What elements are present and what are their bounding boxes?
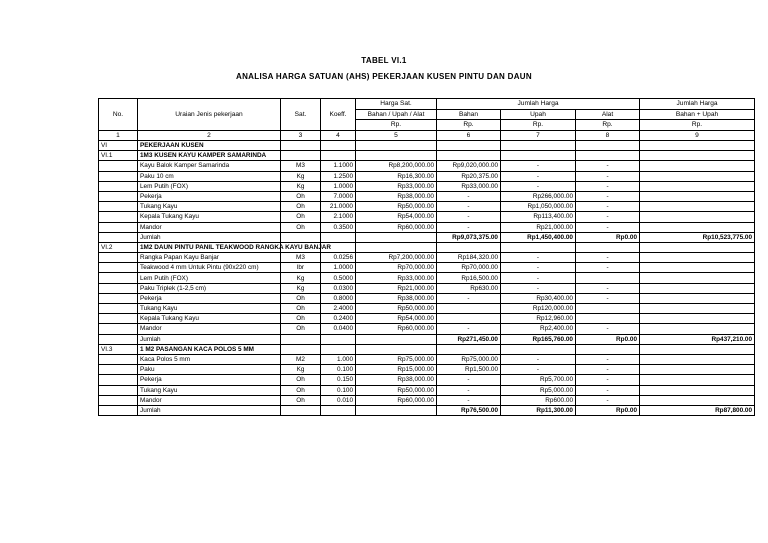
subtotal-row [99, 334, 755, 344]
cell-coefficient: 2.4000 [321, 304, 356, 314]
cell-total [640, 324, 755, 334]
cell-material: Rp9,073,375.00 [437, 232, 501, 242]
subtotal-row [99, 405, 755, 415]
table-row [99, 304, 755, 314]
cell-coefficient: 0.0300 [321, 283, 356, 293]
cell-no [99, 263, 138, 273]
cell-no [99, 304, 138, 314]
cell-unit-price: Rp21,000.00 [356, 283, 437, 293]
cell-labor: Rp21,000.00 [501, 222, 576, 232]
cell-material: Rp75,000.00 [437, 354, 501, 364]
cell-no [99, 283, 138, 293]
cell-unit [281, 344, 321, 354]
cell-tool: Rp0.00 [576, 334, 640, 344]
cell-coefficient: 0.100 [321, 365, 356, 375]
cell-no [99, 191, 138, 201]
cell-no [99, 354, 138, 364]
cell-unit: Oh [281, 191, 321, 201]
cell-unit-price: Rp70,000.00 [356, 263, 437, 273]
cell-unit: Oh [281, 202, 321, 212]
cell-coefficient [321, 344, 356, 354]
cell-no [99, 253, 138, 263]
table-row [99, 181, 755, 191]
cell-unit: Oh [281, 222, 321, 232]
cell-labor: Rp11,300.00 [501, 405, 576, 415]
cell-labor [501, 141, 576, 151]
cell-labor [501, 242, 576, 252]
cell-total [640, 161, 755, 171]
cell-coefficient [321, 151, 356, 161]
cell-labor: Rp120,000.00 [501, 304, 576, 314]
cell-material: Rp1,500.00 [437, 365, 501, 375]
cell-tool: - [576, 161, 640, 171]
cell-description: Paku 10 cm [138, 171, 281, 181]
table-row [99, 354, 755, 364]
cell-unit-price [356, 232, 437, 242]
cell-no [99, 293, 138, 303]
cell-coefficient [321, 141, 356, 151]
cell-description: Paku [138, 365, 281, 375]
cell-unit-price: Rp8,200,000.00 [356, 161, 437, 171]
section-row [99, 151, 755, 161]
cell-tool [576, 344, 640, 354]
cell-total [640, 222, 755, 232]
cell-tool [576, 304, 640, 314]
cell-total [640, 242, 755, 252]
cell-unit-price [356, 151, 437, 161]
table-row [99, 171, 755, 181]
ahs-table [98, 98, 755, 416]
cell-description: Paku Triplek (1-2,5 cm) [138, 283, 281, 293]
table-row [99, 385, 755, 395]
table-row [99, 324, 755, 334]
cell-description: Jumlah [138, 334, 281, 344]
cell-unit-price [356, 405, 437, 415]
header-rp: Rp. [356, 120, 437, 131]
cell-unit-price: Rp38,000.00 [356, 191, 437, 201]
cell-tool: - [576, 385, 640, 395]
cell-total: Rp437,210.00 [640, 334, 755, 344]
subtotal-row [99, 232, 755, 242]
cell-no [99, 365, 138, 375]
cell-total [640, 354, 755, 364]
cell-unit-price [356, 344, 437, 354]
cell-coefficient: 0.010 [321, 395, 356, 405]
cell-unit-price: Rp60,000.00 [356, 395, 437, 405]
cell-material: Rp271,450.00 [437, 334, 501, 344]
header-koeff: Koeff. [321, 99, 356, 131]
cell-tool: - [576, 375, 640, 385]
cell-unit-price: Rp60,000.00 [356, 324, 437, 334]
section-row [99, 344, 755, 354]
header-jumlah-total: Jumlah Harga [640, 99, 755, 110]
cell-no: VI.2 [99, 242, 138, 252]
cell-material [437, 344, 501, 354]
cell-tool [576, 314, 640, 324]
cell-coefficient [321, 232, 356, 242]
header-uraian: Uraian Jenis pekerjaan [138, 99, 281, 131]
cell-unit-price: Rp60,000.00 [356, 222, 437, 232]
header-sat: Sat. [281, 99, 321, 131]
cell-coefficient: 2.1000 [321, 212, 356, 222]
cell-coefficient: 1.0000 [321, 181, 356, 191]
cell-unit: Oh [281, 375, 321, 385]
cell-coefficient: 1.000 [321, 354, 356, 364]
cell-tool [576, 151, 640, 161]
cell-material: - [437, 375, 501, 385]
cell-description: Tukang Kayu [138, 304, 281, 314]
cell-no [99, 273, 138, 283]
cell-no [99, 222, 138, 232]
table-body [99, 141, 755, 416]
cell-labor: Rp5,000.00 [501, 385, 576, 395]
cell-no [99, 181, 138, 191]
header-rp: Rp. [640, 120, 755, 131]
cell-unit-price: Rp38,000.00 [356, 293, 437, 303]
cell-labor: - [501, 283, 576, 293]
cell-description: Lem Putih (FOX) [138, 273, 281, 283]
cell-unit [281, 334, 321, 344]
cell-no [99, 385, 138, 395]
cell-tool: - [576, 253, 640, 263]
cell-no [99, 161, 138, 171]
table-row [99, 222, 755, 232]
cell-total [640, 314, 755, 324]
cell-material: Rp16,500.00 [437, 273, 501, 283]
cell-unit-price: Rp50,000.00 [356, 202, 437, 212]
cell-description: 1M2 DAUN PINTU PANIL TEAKWOOD RANGKA KAYU BANJAR [138, 242, 281, 252]
cell-description: Pekerja [138, 375, 281, 385]
table-header [99, 99, 755, 141]
cell-description: Rangka Papan Kayu Banjar [138, 253, 281, 263]
cell-labor: Rp1,450,400.00 [501, 232, 576, 242]
cell-coefficient: 1.2500 [321, 171, 356, 181]
cell-material: - [437, 222, 501, 232]
cell-description: PEKERJAAN KUSEN [138, 141, 281, 151]
cell-total [640, 395, 755, 405]
cell-no [99, 405, 138, 415]
column-number: 6 [437, 130, 501, 141]
column-number: 3 [281, 130, 321, 141]
cell-tool: - [576, 191, 640, 201]
cell-labor: Rp600.00 [501, 395, 576, 405]
cell-unit: Kg [281, 283, 321, 293]
cell-labor: Rp113,400.00 [501, 212, 576, 222]
cell-labor: - [501, 161, 576, 171]
cell-total [640, 263, 755, 273]
cell-material [437, 141, 501, 151]
cell-unit-price: Rp15,000.00 [356, 365, 437, 375]
cell-material [437, 304, 501, 314]
cell-unit-price: Rp54,000.00 [356, 212, 437, 222]
cell-unit: M2 [281, 354, 321, 364]
cell-material: - [437, 212, 501, 222]
cell-no: VI.3 [99, 344, 138, 354]
cell-material: Rp33,000.00 [437, 181, 501, 191]
cell-total [640, 151, 755, 161]
cell-labor: Rp30,400.00 [501, 293, 576, 303]
cell-tool [576, 141, 640, 151]
cell-total: Rp87,800.00 [640, 405, 755, 415]
header-rp: Rp. [501, 120, 576, 131]
table-row [99, 283, 755, 293]
cell-tool: Rp0.00 [576, 232, 640, 242]
cell-material: - [437, 395, 501, 405]
cell-unit: Oh [281, 324, 321, 334]
header-harga-sat: Harga Sat. [356, 99, 437, 110]
cell-unit-price: Rp50,000.00 [356, 385, 437, 395]
table-row [99, 212, 755, 222]
cell-material: - [437, 324, 501, 334]
cell-coefficient: 0.0400 [321, 324, 356, 334]
cell-material: Rp630.00 [437, 283, 501, 293]
cell-unit-price: Rp7,200,000.00 [356, 253, 437, 263]
header-jumlah-harga: Jumlah Harga [437, 99, 640, 110]
cell-unit-price [356, 242, 437, 252]
cell-unit: Oh [281, 314, 321, 324]
column-number: 8 [576, 130, 640, 141]
cell-tool: - [576, 202, 640, 212]
column-number: 5 [356, 130, 437, 141]
cell-total [640, 212, 755, 222]
cell-coefficient: 0.3500 [321, 222, 356, 232]
header-upah: Upah [501, 109, 576, 120]
cell-no [99, 334, 138, 344]
cell-tool: - [576, 283, 640, 293]
cell-total [640, 283, 755, 293]
cell-material: Rp184,320.00 [437, 253, 501, 263]
column-number: 1 [99, 130, 138, 141]
cell-unit-price [356, 141, 437, 151]
cell-tool: - [576, 181, 640, 191]
cell-tool: - [576, 395, 640, 405]
cell-description: 1M3 KUSEN KAYU KAMPER SAMARINDA [138, 151, 281, 161]
section-row [99, 242, 755, 252]
cell-coefficient: 1.0000 [321, 263, 356, 273]
cell-coefficient: 0.5000 [321, 273, 356, 283]
table-row [99, 191, 755, 201]
cell-unit: Kg [281, 273, 321, 283]
column-number: 4 [321, 130, 356, 141]
cell-material: Rp20,375.00 [437, 171, 501, 181]
cell-unit: Kg [281, 181, 321, 191]
cell-description: Mandor [138, 222, 281, 232]
cell-tool: - [576, 171, 640, 181]
cell-total [640, 344, 755, 354]
cell-material: - [437, 385, 501, 395]
cell-description: Pekerja [138, 293, 281, 303]
header-alat: Alat [576, 109, 640, 120]
cell-labor: Rp266,000.00 [501, 191, 576, 201]
column-number: 2 [138, 130, 281, 141]
cell-unit-price: Rp50,000.00 [356, 304, 437, 314]
table-row [99, 202, 755, 212]
cell-labor: - [501, 181, 576, 191]
cell-unit: Kg [281, 171, 321, 181]
header-jumlah-total-sub: Bahan + Upah [640, 109, 755, 120]
table-row [99, 293, 755, 303]
cell-unit-price: Rp38,000.00 [356, 375, 437, 385]
cell-no [99, 324, 138, 334]
cell-labor: Rp12,960.00 [501, 314, 576, 324]
cell-coefficient: 0.0256 [321, 253, 356, 263]
cell-tool: - [576, 263, 640, 273]
cell-total [640, 273, 755, 283]
cell-coefficient: 0.150 [321, 375, 356, 385]
cell-coefficient: 7.0000 [321, 191, 356, 201]
cell-unit: Oh [281, 395, 321, 405]
cell-no [99, 212, 138, 222]
column-number: 9 [640, 130, 755, 141]
cell-labor [501, 344, 576, 354]
cell-no [99, 395, 138, 405]
cell-coefficient: 21.0000 [321, 202, 356, 212]
cell-coefficient [321, 405, 356, 415]
header-bahan: Bahan [437, 109, 501, 120]
table-row [99, 314, 755, 324]
cell-total: Rp10,523,775.00 [640, 232, 755, 242]
cell-description: Kepala Tukang Kayu [138, 314, 281, 324]
cell-tool [576, 273, 640, 283]
cell-description: Pekerja [138, 191, 281, 201]
cell-no: VI.1 [99, 151, 138, 161]
cell-no [99, 232, 138, 242]
cell-unit-price: Rp33,000.00 [356, 181, 437, 191]
cell-total [640, 385, 755, 395]
cell-unit: lbr [281, 263, 321, 273]
cell-material: - [437, 293, 501, 303]
table-title: TABEL VI.1 [361, 56, 407, 65]
cell-tool: Rp0.00 [576, 405, 640, 415]
cell-unit: Oh [281, 385, 321, 395]
cell-coefficient: 0.2400 [321, 314, 356, 324]
cell-unit [281, 405, 321, 415]
cell-tool: - [576, 293, 640, 303]
cell-total [640, 375, 755, 385]
cell-description: Kaca Polos 5 mm [138, 354, 281, 364]
cell-labor: Rp1,050,000.00 [501, 202, 576, 212]
cell-unit-price: Rp54,000.00 [356, 314, 437, 324]
cell-unit: M3 [281, 253, 321, 263]
cell-total [640, 171, 755, 181]
cell-description: Kayu Balok Kamper Samarinda [138, 161, 281, 171]
cell-material: - [437, 191, 501, 201]
cell-labor: Rp5,700.00 [501, 375, 576, 385]
cell-unit [281, 151, 321, 161]
cell-labor: - [501, 171, 576, 181]
cell-description: Jumlah [138, 405, 281, 415]
cell-labor: - [501, 354, 576, 364]
cell-labor: Rp165,760.00 [501, 334, 576, 344]
cell-material [437, 314, 501, 324]
header-rp: Rp. [437, 120, 501, 131]
cell-labor: - [501, 365, 576, 375]
cell-description: Lem Putih (FOX) [138, 181, 281, 191]
cell-material [437, 151, 501, 161]
cell-material [437, 242, 501, 252]
cell-coefficient: 0.8000 [321, 293, 356, 303]
table-row [99, 253, 755, 263]
cell-total [640, 253, 755, 263]
table-row [99, 375, 755, 385]
cell-coefficient [321, 334, 356, 344]
header-rp: Rp. [576, 120, 640, 131]
cell-description: Tukang Kayu [138, 385, 281, 395]
cell-unit [281, 141, 321, 151]
cell-total [640, 141, 755, 151]
cell-unit: Oh [281, 212, 321, 222]
table-row [99, 395, 755, 405]
cell-description: Jumlah [138, 232, 281, 242]
cell-total [640, 365, 755, 375]
cell-no [99, 314, 138, 324]
cell-total [640, 202, 755, 212]
cell-unit: Kg [281, 365, 321, 375]
cell-description: Kepala Tukang Kayu [138, 212, 281, 222]
cell-tool: - [576, 354, 640, 364]
cell-total [640, 191, 755, 201]
table-row [99, 161, 755, 171]
cell-tool: - [576, 365, 640, 375]
cell-labor: Rp2,400.00 [501, 324, 576, 334]
cell-unit-price [356, 334, 437, 344]
cell-description: Mandor [138, 324, 281, 334]
cell-unit-price: Rp33,000.00 [356, 273, 437, 283]
cell-tool: - [576, 324, 640, 334]
cell-tool: - [576, 222, 640, 232]
cell-no [99, 202, 138, 212]
cell-description: 1 M2 PASANGAN KACA POLOS 5 MM [138, 344, 281, 354]
table-row [99, 263, 755, 273]
column-number: 7 [501, 130, 576, 141]
cell-description: Mandor [138, 395, 281, 405]
cell-labor: - [501, 263, 576, 273]
cell-tool: - [576, 212, 640, 222]
section-row [99, 141, 755, 151]
cell-unit-price: Rp16,300.00 [356, 171, 437, 181]
cell-material: Rp70,000.00 [437, 263, 501, 273]
cell-material: Rp76,500.00 [437, 405, 501, 415]
table-row [99, 273, 755, 283]
cell-no [99, 171, 138, 181]
table-row [99, 365, 755, 375]
cell-tool [576, 242, 640, 252]
cell-total [640, 304, 755, 314]
cell-description: Tukang Kayu [138, 202, 281, 212]
cell-material: Rp9,020,000.00 [437, 161, 501, 171]
cell-description: Teakwood 4 mm Untuk Pintu (90x220 cm) [138, 263, 281, 273]
header-harga-sat-sub: Bahan / Upah / Alat [356, 109, 437, 120]
cell-total [640, 293, 755, 303]
cell-labor [501, 151, 576, 161]
cell-coefficient: 0.100 [321, 385, 356, 395]
cell-material: - [437, 202, 501, 212]
cell-no: VI [99, 141, 138, 151]
cell-coefficient: 1.1000 [321, 161, 356, 171]
cell-unit-price: Rp75,000.00 [356, 354, 437, 364]
cell-labor: - [501, 253, 576, 263]
cell-total [640, 181, 755, 191]
cell-no [99, 375, 138, 385]
cell-unit [281, 232, 321, 242]
header-no: No. [99, 99, 138, 131]
cell-unit: Oh [281, 293, 321, 303]
cell-labor: - [501, 273, 576, 283]
table-subtitle: ANALISA HARGA SATUAN (AHS) PEKERJAAN KUSEN PINTU DAN DAUN [236, 72, 532, 81]
cell-unit: Oh [281, 304, 321, 314]
cell-unit: M3 [281, 161, 321, 171]
